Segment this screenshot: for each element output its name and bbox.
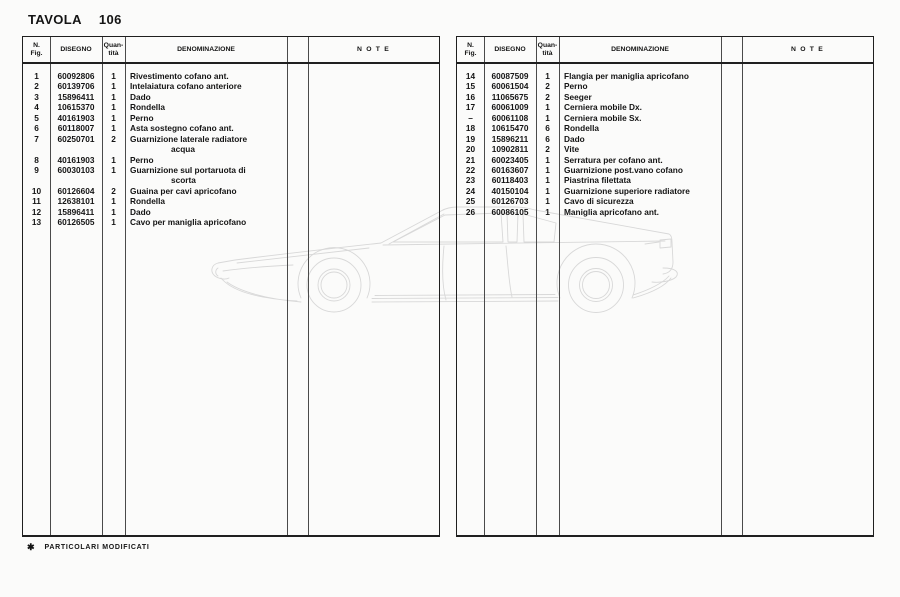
table-row [23, 92, 439, 102]
row-quantity: 1 [111, 71, 116, 81]
table-row-continuation [23, 144, 439, 154]
parts-table-left [22, 36, 440, 537]
table-body [457, 64, 873, 217]
row-modified-flag [287, 113, 308, 123]
row-part-number: 15896211 [491, 133, 529, 144]
table-row [23, 71, 439, 81]
row-part-number: 15896411 [57, 91, 95, 102]
row-denomination: Rivestimento cofano ant. [130, 71, 229, 81]
row-quantity: 1 [111, 154, 116, 165]
row-modified-flag [287, 165, 308, 175]
row-fig-number: 6 [34, 123, 39, 134]
header-disegno: DISEGNO [60, 46, 92, 53]
row-quantity: 1 [545, 175, 550, 186]
table-row [457, 102, 873, 112]
row-quantity: 1 [545, 71, 550, 81]
page-title-word: TAVOLA [28, 12, 82, 27]
table-row [23, 207, 439, 217]
row-part-number: 15896411 [57, 206, 95, 217]
row-denomination: Cavo di sicurezza [564, 196, 634, 207]
row-fig-number: 18 [465, 123, 476, 134]
row-fig-number: – [468, 112, 473, 123]
row-fig-number: 12 [31, 206, 42, 217]
page-title-number: 106 [98, 12, 122, 27]
row-denomination: Asta sostegno cofano ant. [130, 123, 234, 134]
row-denomination: Dado [130, 91, 151, 102]
header-qty [102, 42, 125, 57]
row-fig-number: 24 [465, 185, 476, 196]
row-denomination: Cavo per maniglia apricofano [130, 217, 247, 228]
row-denomination: Guarnizione post.vano cofano [564, 164, 683, 175]
row-fig-number: 26 [465, 206, 476, 217]
table-row [457, 113, 873, 123]
row-part-number: 60163607 [491, 164, 529, 175]
row-modified-flag [287, 102, 308, 112]
row-part-number: 60023405 [491, 154, 529, 165]
row-modified-flag [721, 134, 742, 144]
row-modified-flag [721, 186, 742, 196]
row-quantity: 1 [545, 112, 550, 123]
row-denomination: Guarnizione superiore radiatore [564, 185, 690, 196]
row-note [308, 92, 439, 102]
row-fig-number [23, 175, 50, 185]
row-fig-number: 14 [465, 71, 476, 81]
row-fig-number: 8 [34, 154, 39, 165]
row-modified-flag [287, 175, 308, 185]
row-part-number: 60061504 [491, 81, 529, 92]
row-denomination: Flangia per maniglia apricofano [564, 71, 689, 81]
row-denomination: Dado [564, 133, 585, 144]
header-fig-line2: Fig. [464, 49, 477, 57]
row-part-number: 60118403 [491, 175, 529, 186]
row-note [742, 165, 873, 175]
header-fig-line1: N. [467, 41, 474, 49]
row-quantity: 6 [545, 123, 550, 134]
row-quantity: 1 [111, 102, 116, 113]
table-row [457, 155, 873, 165]
row-modified-flag [721, 196, 742, 206]
row-fig-number: 5 [34, 112, 39, 123]
row-quantity: 1 [111, 206, 116, 217]
row-fig-number: 21 [465, 154, 476, 165]
row-modified-flag [287, 71, 308, 81]
row-part-number: 60087509 [491, 71, 529, 81]
row-part-number: 60086105 [491, 206, 529, 217]
row-denomination: Rondella [564, 123, 600, 134]
row-fig-number: 3 [34, 91, 39, 102]
header-disegno: DISEGNO [494, 46, 526, 53]
table-row [457, 165, 873, 175]
row-denomination-continued: scorta [171, 175, 196, 186]
row-quantity: 1 [545, 185, 550, 196]
row-quantity: 6 [545, 133, 550, 144]
row-denomination: Perno [130, 112, 154, 123]
row-modified-flag [721, 102, 742, 112]
row-note [742, 81, 873, 91]
row-modified-flag [287, 92, 308, 102]
row-note [308, 175, 439, 185]
table-row [23, 102, 439, 112]
row-quantity: 1 [111, 123, 116, 134]
row-modified-flag [287, 81, 308, 91]
header-fig-line2: Fig. [30, 49, 43, 57]
row-note [742, 71, 873, 81]
row-part-number: 60118007 [57, 123, 95, 134]
row-modified-flag [721, 71, 742, 81]
row-note [742, 186, 873, 196]
row-quantity: 2 [545, 91, 550, 102]
row-part-number: 10615470 [491, 123, 529, 134]
row-quantity [102, 144, 125, 154]
row-fig-number: 15 [465, 81, 476, 92]
row-quantity: 1 [111, 112, 116, 123]
row-denomination: Serratura per cofano ant. [564, 154, 663, 165]
row-quantity: 2 [545, 81, 550, 92]
asterisk-icon: ✱ [27, 542, 35, 552]
table-row [23, 186, 439, 196]
row-note [308, 196, 439, 206]
header-fig-line1: N. [33, 41, 40, 49]
row-denomination: Maniglia apricofano ant. [564, 206, 659, 217]
table-row [23, 123, 439, 133]
table-row [457, 207, 873, 217]
table-row [23, 165, 439, 175]
table-row [23, 196, 439, 206]
row-modified-flag [721, 113, 742, 123]
page-title [28, 12, 122, 27]
header-qty-line2: tità [542, 49, 553, 57]
table-row [457, 123, 873, 133]
header-fig [23, 42, 50, 57]
row-part-number [50, 175, 102, 185]
row-modified-flag [287, 217, 308, 227]
row-part-number: 40161903 [57, 154, 95, 165]
row-denomination: Rondella [130, 196, 166, 207]
row-part-number: 60092806 [57, 71, 95, 81]
row-modified-flag [721, 123, 742, 133]
row-modified-flag [287, 123, 308, 133]
row-part-number: 60139706 [57, 81, 95, 92]
row-denomination: Guarnizione laterale radiatore [130, 133, 248, 144]
row-quantity: 2 [111, 185, 116, 196]
row-note [308, 102, 439, 112]
header-denominazione: DENOMINAZIONE [177, 46, 235, 53]
row-fig-number: 16 [465, 91, 476, 102]
table-row [23, 81, 439, 91]
row-denomination-continued: acqua [171, 144, 195, 155]
table-row-continuation [23, 175, 439, 185]
row-denomination: Cerniera mobile Dx. [564, 102, 642, 113]
row-note [308, 144, 439, 154]
row-quantity: 1 [545, 102, 550, 113]
row-note [742, 144, 873, 154]
table-header [457, 37, 873, 64]
row-part-number: 60061009 [491, 102, 529, 113]
row-denomination: Guarnizione sul portaruota di [130, 164, 246, 175]
row-part-number: 60126505 [57, 217, 95, 228]
row-note [308, 155, 439, 165]
header-qty [536, 42, 559, 57]
table-row [23, 217, 439, 227]
row-fig-number: 20 [465, 144, 476, 155]
row-note [308, 134, 439, 144]
table-row [457, 196, 873, 206]
table-row [457, 186, 873, 196]
row-modified-flag [287, 196, 308, 206]
row-quantity: 1 [545, 206, 550, 217]
row-fig-number: 25 [465, 196, 476, 207]
row-modified-flag [721, 207, 742, 217]
row-denomination: Perno [564, 81, 588, 92]
table-row [23, 113, 439, 123]
table-row [457, 144, 873, 154]
row-quantity: 1 [111, 164, 116, 175]
row-quantity: 2 [111, 133, 116, 144]
header-note: N O T E [357, 46, 390, 53]
row-denomination: Seeger [564, 91, 592, 102]
row-note [742, 102, 873, 112]
row-denomination: Piastrina filettata [564, 175, 631, 186]
row-note [742, 113, 873, 123]
header-fig [457, 42, 484, 57]
row-denomination: Perno [130, 154, 154, 165]
row-denomination: Intelaiatura cofano anteriore [130, 81, 242, 92]
row-note [308, 186, 439, 196]
header-qty-line1: Quan- [103, 41, 124, 49]
table-body [23, 64, 439, 228]
row-modified-flag [721, 92, 742, 102]
row-modified-flag [287, 134, 308, 144]
row-modified-flag [721, 81, 742, 91]
table-row [23, 134, 439, 144]
row-modified-flag [721, 144, 742, 154]
row-denomination: Rondella [130, 102, 166, 113]
row-denomination: Guaina per cavi apricofano [130, 185, 237, 196]
row-modified-flag [287, 144, 308, 154]
row-part-number: 10615370 [57, 102, 95, 113]
header-qty-line2: tità [108, 49, 119, 57]
table-row [457, 175, 873, 185]
row-fig-number: 10 [31, 185, 42, 196]
row-fig-number: 23 [465, 175, 476, 186]
row-modified-flag [287, 186, 308, 196]
row-quantity: 1 [111, 196, 116, 207]
footer-legend-text: PARTICOLARI MODIFICATI [44, 543, 150, 551]
row-denomination: Vite [564, 144, 580, 155]
row-part-number: 60030103 [57, 164, 95, 175]
row-note [308, 207, 439, 217]
row-quantity: 1 [111, 91, 116, 102]
row-fig-number: 7 [34, 133, 39, 144]
row-part-number: 11065675 [491, 91, 529, 102]
row-quantity: 1 [111, 217, 116, 228]
table-row [457, 92, 873, 102]
row-note [308, 123, 439, 133]
row-fig-number: 4 [34, 102, 39, 113]
row-note [308, 71, 439, 81]
row-note [742, 123, 873, 133]
row-modified-flag [721, 175, 742, 185]
row-quantity: 1 [545, 154, 550, 165]
row-note [742, 134, 873, 144]
row-quantity [102, 175, 125, 185]
row-fig-number: 19 [465, 133, 476, 144]
row-part-number: 60250701 [57, 133, 95, 144]
table-row [457, 71, 873, 81]
row-part-number: 10902811 [491, 144, 529, 155]
row-denomination: Dado [130, 206, 151, 217]
row-part-number: 12638101 [57, 196, 95, 207]
table-header [23, 37, 439, 64]
row-note [742, 175, 873, 185]
row-modified-flag [287, 155, 308, 165]
header-denominazione: DENOMINAZIONE [611, 46, 669, 53]
row-denomination: Cerniera mobile Sx. [564, 112, 642, 123]
row-note [308, 113, 439, 123]
row-note [308, 81, 439, 91]
row-part-number: 40161903 [57, 112, 95, 123]
row-note [742, 207, 873, 217]
row-note [742, 155, 873, 165]
row-note [742, 92, 873, 102]
header-qty-line1: Quan- [537, 41, 558, 49]
row-fig-number: 17 [465, 102, 476, 113]
row-quantity: 1 [545, 196, 550, 207]
row-part-number: 60061108 [491, 112, 529, 123]
row-quantity: 1 [111, 81, 116, 92]
row-fig-number: 22 [465, 164, 476, 175]
table-row [457, 81, 873, 91]
row-fig-number [23, 144, 50, 154]
row-fig-number: 13 [31, 217, 42, 228]
row-quantity: 1 [545, 164, 550, 175]
row-note [742, 196, 873, 206]
row-part-number: 40150104 [491, 185, 529, 196]
table-row [23, 155, 439, 165]
row-modified-flag [721, 165, 742, 175]
row-quantity: 2 [545, 144, 550, 155]
row-part-number [50, 144, 102, 154]
row-fig-number: 9 [34, 164, 39, 175]
row-part-number: 60126604 [57, 185, 95, 196]
row-note [308, 217, 439, 227]
row-modified-flag [721, 155, 742, 165]
row-part-number: 60126703 [491, 196, 529, 207]
row-note [308, 165, 439, 175]
row-fig-number: 1 [34, 71, 39, 81]
header-note: N O T E [791, 46, 824, 53]
footer-legend [27, 543, 150, 551]
row-modified-flag [287, 207, 308, 217]
row-fig-number: 11 [32, 196, 41, 207]
row-fig-number: 2 [34, 81, 39, 92]
table-row [457, 134, 873, 144]
parts-table-right [456, 36, 874, 537]
